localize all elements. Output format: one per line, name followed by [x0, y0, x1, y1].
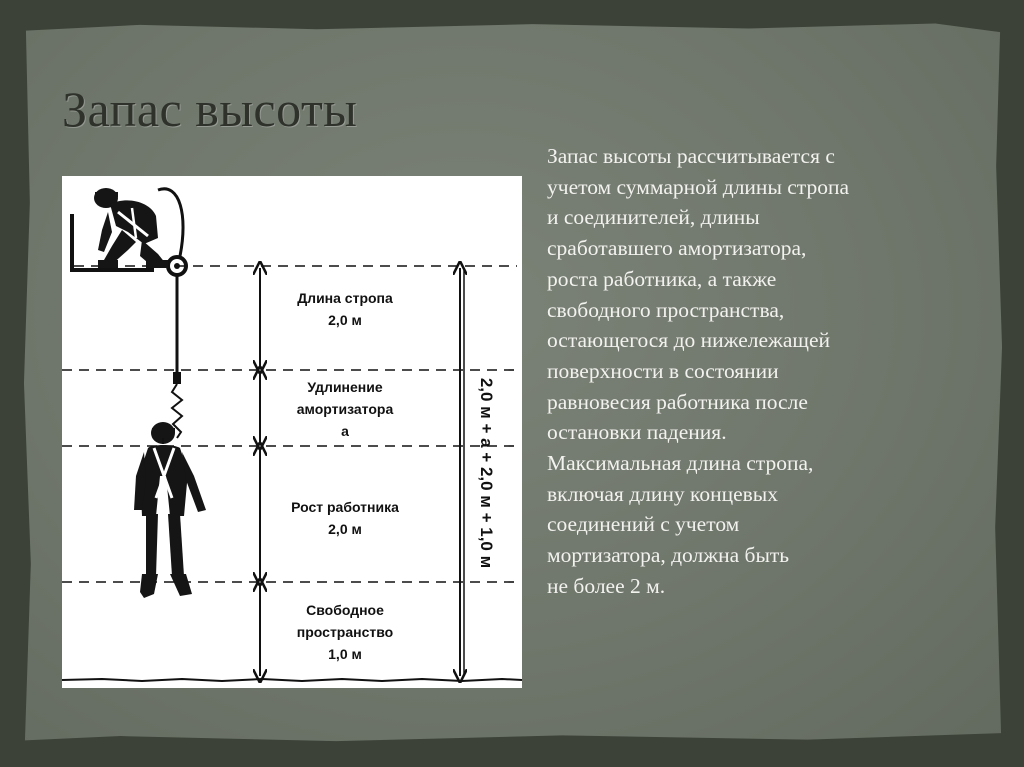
crouching-worker-icon: [94, 188, 168, 268]
segment-label-clearance-3: 1,0 м: [328, 646, 362, 662]
segment-label-lanyard-1: Длина стропа: [297, 290, 393, 306]
segment-label-lanyard-2: 2,0 м: [328, 312, 362, 328]
segment-label-clearance-1: Свободное: [306, 602, 384, 618]
segment-label-absorber-2: амортизатора: [296, 401, 394, 417]
slide-title: Запас высоты: [62, 81, 358, 137]
height-clearance-diagram: [62, 176, 522, 688]
segment-label-absorber-1: Удлинение: [307, 379, 383, 395]
segment-label-clearance-2: пространство: [296, 624, 394, 640]
ground-line: [62, 679, 522, 681]
slide-body-text: Запас высоты рассчитывается с учетом суммарной длины стропа и соединителей, длины сработавшего амортизатора, роста работника, а также свободного пространства, остающегося до нижележащей поверхности в состоянии равновесия работника после остановки падения. Максимальная длина стропа, включая длину концевых соединений с учетом мортизатора, должна быть не более 2 м.: [547, 144, 850, 598]
segment-label-absorber-3: а: [341, 423, 349, 439]
level-lines: [62, 266, 517, 582]
lanyard-icon: [158, 189, 186, 438]
total-height-label: 2,0 м + а + 2,0 м + 1,0 м: [477, 377, 496, 569]
segment-label-height-2: 2,0 м: [328, 521, 362, 537]
segment-label-height-1: Рост работника: [291, 499, 399, 515]
segment-labels: [291, 290, 399, 662]
suspended-worker-icon: [134, 422, 206, 598]
